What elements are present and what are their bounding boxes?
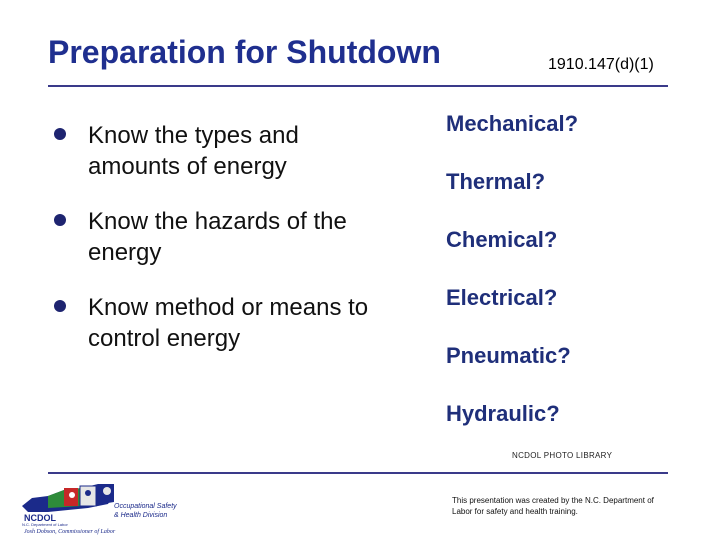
logo-commissioner: Josh Dobson, Commissioner of Labor <box>24 529 116 535</box>
energy-type-chemical: Chemical? <box>446 227 558 252</box>
energy-type-mechanical: Mechanical? <box>446 111 579 136</box>
energy-type-list <box>446 110 578 458</box>
footer-disclaimer: This presentation was created by the N.C. Department of Labor for safety and health training. <box>452 496 654 516</box>
bullet-text: Know the types and amounts of energy <box>88 122 299 180</box>
photo-credit: NCDOL PHOTO LIBRARY <box>512 451 613 460</box>
bullet-text: Know the hazards of the energy <box>88 208 347 266</box>
energy-type-electrical: Electrical? <box>446 285 558 310</box>
logo-agency-subtitle: N.C. Department of Labor <box>22 522 68 527</box>
energy-type-thermal: Thermal? <box>446 169 546 194</box>
bullet-dot-icon <box>54 214 66 226</box>
bullet-list <box>52 120 372 378</box>
bullet-dot-icon <box>54 128 66 140</box>
logo-agency-name: NCDOL <box>24 513 56 523</box>
logo-division-name <box>114 502 177 520</box>
bullet-item-control-method <box>52 292 372 354</box>
slide-title: Preparation for Shutdown <box>48 34 441 70</box>
energy-type-hydraulic: Hydraulic? <box>446 401 560 426</box>
bullet-item-energy-types <box>52 120 372 182</box>
ncdol-logo <box>18 478 198 538</box>
footer-divider <box>48 472 668 474</box>
logo-division-line2: & Health Division <box>114 512 168 519</box>
logo-division-line1: Occupational Safety <box>114 503 177 510</box>
bullet-item-energy-hazards <box>52 206 372 268</box>
regulation-reference: 1910.147(d)(1) <box>548 56 654 73</box>
energy-type-pneumatic: Pneumatic? <box>446 343 571 368</box>
bullet-text: Know method or means to control energy <box>88 294 369 352</box>
title-divider <box>48 85 668 87</box>
bullet-dot-icon <box>54 300 66 312</box>
